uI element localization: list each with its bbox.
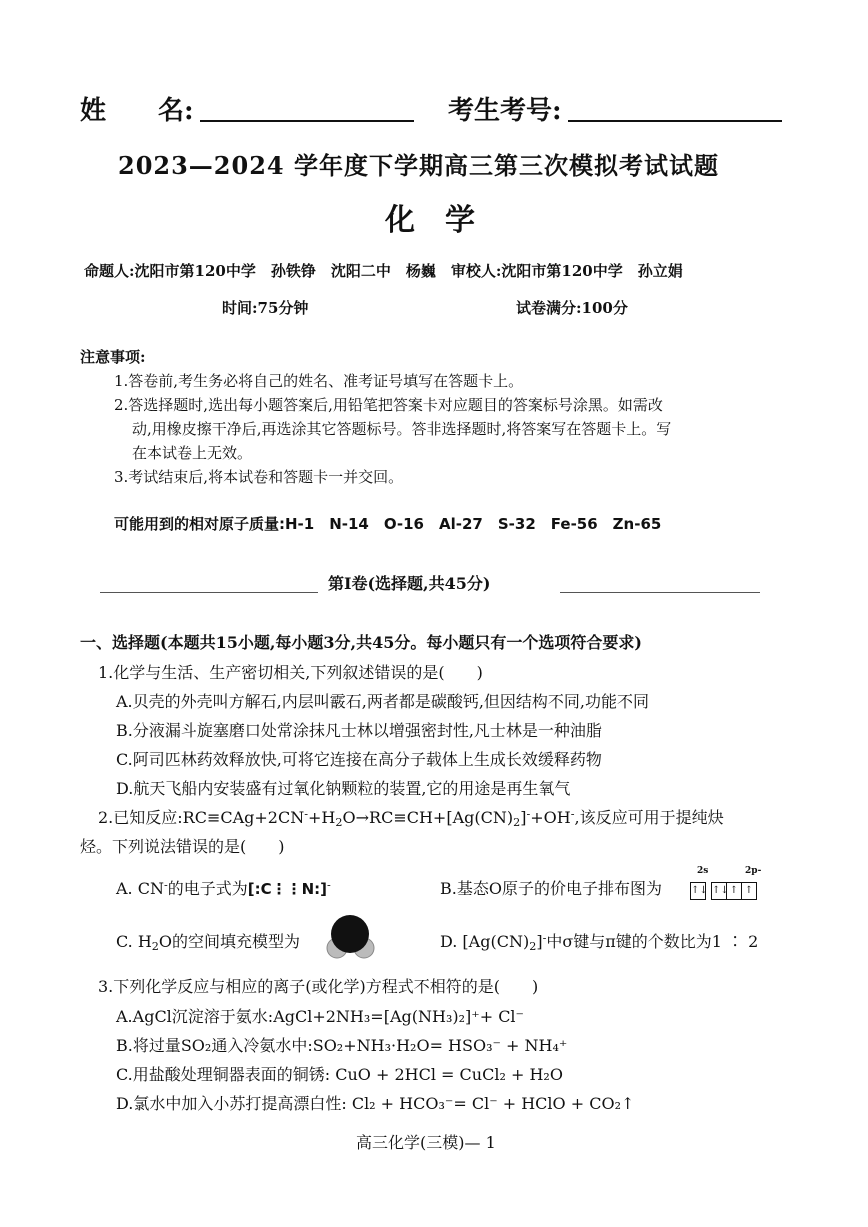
notice-item: 动,用橡皮擦干净后,再选涂其它答题标号。答非选择题时,将答案写在答题卡上。写 [132, 420, 672, 438]
q2-stem-part: ,该反应可用于提纯炔 [574, 808, 724, 827]
cn-electron-formula: [:C⋮⋮N:] [247, 880, 328, 898]
exam-number-label: 考生考号: [448, 96, 562, 126]
orbital-diagram [675, 866, 785, 902]
notice-item: 在本试卷上无效。 [132, 444, 253, 462]
q2-minus: - [327, 878, 331, 892]
full-score: 试卷满分:100分 [516, 299, 628, 317]
water-space-filling-model-icon [318, 912, 382, 962]
exam-time: 时间:75分钟 [222, 299, 309, 317]
q2-sub: 2 [151, 939, 159, 953]
q2c-text: C. H [116, 932, 152, 951]
question-2-stem-line2: 烃。下列说法错误的是( ) [80, 837, 285, 856]
q2d-text: 中σ键与π键的个数比为1 ∶ 2 [546, 932, 759, 951]
q2-stem-part: 2.已知反应:RC≡CAg+2CN [98, 808, 305, 827]
q2d-text: D. [Ag(CN) [440, 932, 530, 951]
atomic-masses: 可能用到的相对原子质量:H-1 N-14 O-16 Al-27 S-32 Fe-56 Zn-65 [114, 515, 662, 533]
section-divider-right [560, 592, 760, 593]
question-3-option-a: A.AgCl沉淀溶于氨水:AgCl+2NH₃=[Ag(NH₃)₂]⁺+ Cl⁻ [116, 1007, 524, 1026]
section-title: 第Ⅰ卷(选择题,共45分) [328, 574, 491, 593]
orbital-box-2p: ↑ [726, 882, 742, 900]
notice-item: 2.答选择题时,选出每小题答案后,用铅笔把答案卡对应题目的答案标号涂黑。如需改 [114, 396, 663, 414]
orbital-box-2s: ↑↓ [690, 882, 706, 900]
question-2-stem [98, 805, 724, 829]
question-3-option-b: B.将过量SO₂通入冷氨水中:SO₂+NH₃·H₂O= HSO₃⁻ + NH₄⁺ [116, 1036, 568, 1055]
question-2-option-b: B.基态O原子的价电子排布图为 [440, 879, 662, 898]
page-footer: 高三化学(三模)— 1 [356, 1133, 496, 1152]
q2-sub: 2 [335, 815, 343, 829]
name-label: 姓 名: [80, 96, 194, 126]
notice-item: 1.答卷前,考生务必将自己的姓名、准考证号填写在答题卡上。 [114, 372, 524, 390]
subject-title: 化 学 [385, 203, 475, 238]
exam-title: 2023—2024 学年度下学期高三第三次模拟考试试题 [118, 151, 719, 180]
name-field[interactable] [200, 120, 414, 122]
question-3-stem: 3.下列化学反应与相应的离子(或化学)方程式不相符的是( ) [98, 977, 539, 996]
section-divider-left [100, 592, 318, 593]
question-1-option-d: D.航天飞船内安装盛有过氧化钠颗粒的装置,它的用途是再生氧气 [116, 779, 571, 798]
q2-sub: 2 [513, 815, 521, 829]
q2-minus: - [570, 807, 575, 821]
notice-item: 3.考试结束后,将本试卷和答题卡一并交回。 [114, 468, 404, 486]
question-1-option-b: B.分液漏斗旋塞磨口处常涂抹凡士林以增强密封性,凡士林是一种油脂 [116, 721, 602, 740]
q2-minus: - [163, 878, 168, 892]
authors-line: 命题人:沈阳市第120中学 孙铁铮 沈阳二中 杨巍 审校人:沈阳市第120中学 孙立娟 [84, 262, 683, 280]
question-1-option-c: C.阿司匹林药效释放快,可将它连接在高分子载体上生成长效缓释药物 [116, 750, 602, 769]
question-3-option-d: D.氯水中加入小苏打提高漂白性: Cl₂ + HCO₃⁻= Cl⁻ + HClO + CO₂↑ [116, 1094, 635, 1113]
question-1-option-a: A.贝壳的外壳叫方解石,内层叫霰石,两者都是碳酸钙,但因结构不同,功能不同 [116, 692, 649, 711]
q2a-text: A. CN [116, 879, 164, 898]
question-1-stem: 1.化学与生活、生产密切相关,下列叙述错误的是( ) [98, 663, 483, 682]
orbital-box-2p: ↑↓ [711, 882, 727, 900]
q2-minus: - [304, 807, 309, 821]
notice-heading: 注意事项: [80, 348, 146, 366]
q2a-text: 的电子式为 [167, 879, 248, 898]
exam-number-field[interactable] [568, 120, 782, 122]
question-2-option-c [116, 929, 300, 953]
orbital-box-2p: ↑ [741, 882, 757, 900]
q2-minus: - [542, 931, 547, 945]
q2-sub: 2 [529, 939, 537, 953]
part-heading: 一、选择题(本题共15小题,每小题3分,共45分。每小题只有一个选项符合要求) [80, 633, 642, 652]
question-2-option-d [440, 929, 758, 953]
orbital-label-2p: 2p- [745, 866, 762, 876]
q2-minus: - [526, 807, 531, 821]
q2d-text: ] [536, 932, 543, 951]
question-3-option-c: C.用盐酸处理铜器表面的铜锈: CuO + 2HCl = CuCl₂ + H₂O [116, 1065, 563, 1084]
q2c-text: O的空间填充模型为 [158, 932, 301, 951]
q2-stem-part: +H [308, 808, 336, 827]
q2-stem-part: O→RC≡CH+[Ag(CN) [342, 808, 514, 827]
q2-stem-part: ] [520, 808, 527, 827]
question-2-option-a [116, 876, 331, 899]
q2-stem-part: +OH [530, 808, 571, 827]
orbital-label-2s: 2s [697, 866, 709, 876]
